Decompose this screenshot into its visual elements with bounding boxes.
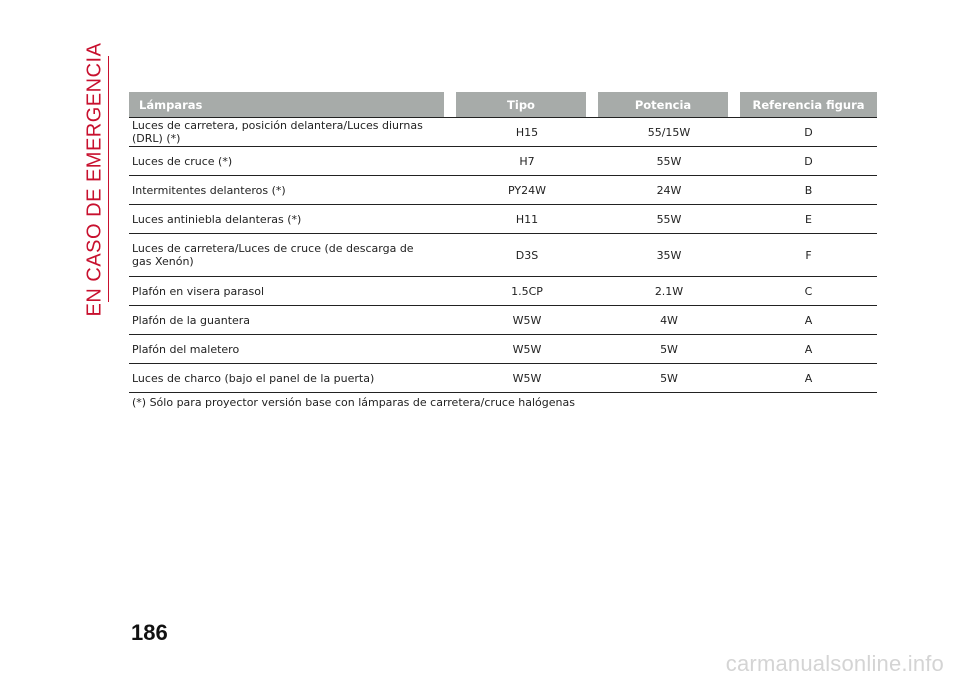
table-row <box>129 234 877 277</box>
cell-ref: A <box>804 342 813 356</box>
cell-power: 55W <box>656 212 682 226</box>
cell-type: D3S <box>515 248 539 262</box>
cell-power: 24W <box>656 183 682 197</box>
header-tipo: Tipo <box>456 92 586 117</box>
cell-power: 5W <box>660 342 678 356</box>
table-row <box>129 277 877 306</box>
table-row <box>129 118 877 147</box>
cell-type: H7 <box>519 154 535 168</box>
cell-type: PY24W <box>508 183 546 197</box>
cell-type: H15 <box>515 125 539 139</box>
cell-power: 55W <box>656 154 682 168</box>
cell-ref: F <box>805 248 812 262</box>
table-row <box>129 147 877 176</box>
cell-lamp: Plafón en visera parasol <box>132 284 265 298</box>
header-lamparas: Lámparas <box>129 92 444 117</box>
cell-ref: D <box>804 125 813 139</box>
cell-power: 2.1W <box>654 284 684 298</box>
cell-power: 55/15W <box>647 125 691 139</box>
cell-lamp: Intermitentes delanteros (*) <box>132 183 286 197</box>
cell-lamp: Plafón de la guantera <box>132 313 251 327</box>
cell-lamp: Luces antiniebla delanteras (*) <box>132 212 302 226</box>
cell-lamp: Luces de cruce (*) <box>132 154 233 168</box>
cell-ref: E <box>805 212 812 226</box>
table-row <box>129 306 877 335</box>
cell-ref: A <box>804 313 813 327</box>
page-number: 186 <box>131 620 168 645</box>
cell-ref: A <box>804 371 813 385</box>
cell-type: 1.5CP <box>511 284 543 298</box>
cell-power: 35W <box>656 248 682 262</box>
lamp-table <box>129 92 877 393</box>
table-header <box>129 92 877 118</box>
table-row <box>129 335 877 364</box>
cell-type: W5W <box>512 371 542 385</box>
cell-lamp: Luces de carretera/Luces de cruce (de descarga de gas Xenón) <box>132 242 414 268</box>
cell-lamp: Luces de charco (bajo el panel de la puerta) <box>132 371 375 385</box>
footnote: (*) Sólo para proyector versión base con lámparas de carretera/cruce halógenas <box>132 396 575 409</box>
header-referencia: Referencia figura <box>740 92 877 117</box>
cell-ref: B <box>804 183 813 197</box>
cell-ref: D <box>804 154 813 168</box>
cell-lamp: Plafón del maletero <box>132 342 240 356</box>
cell-type: W5W <box>512 313 542 327</box>
table-row <box>129 176 877 205</box>
cell-type: W5W <box>512 342 542 356</box>
table-row <box>129 364 877 393</box>
cell-lamp: Luces de carretera, posición delantera/Luces diurnas (DRL) (*) <box>132 119 423 145</box>
section-divider <box>108 56 109 302</box>
table-row <box>129 205 877 234</box>
section-title <box>83 42 106 316</box>
cell-ref: C <box>804 284 813 298</box>
cell-power: 5W <box>660 371 678 385</box>
watermark-text: carmanualsonline.info <box>725 651 944 676</box>
cell-power: 4W <box>660 313 678 327</box>
cell-type: H11 <box>515 212 539 226</box>
section-title-text: EN CASO DE EMERGENCIA <box>83 42 106 316</box>
header-potencia: Potencia <box>598 92 728 117</box>
